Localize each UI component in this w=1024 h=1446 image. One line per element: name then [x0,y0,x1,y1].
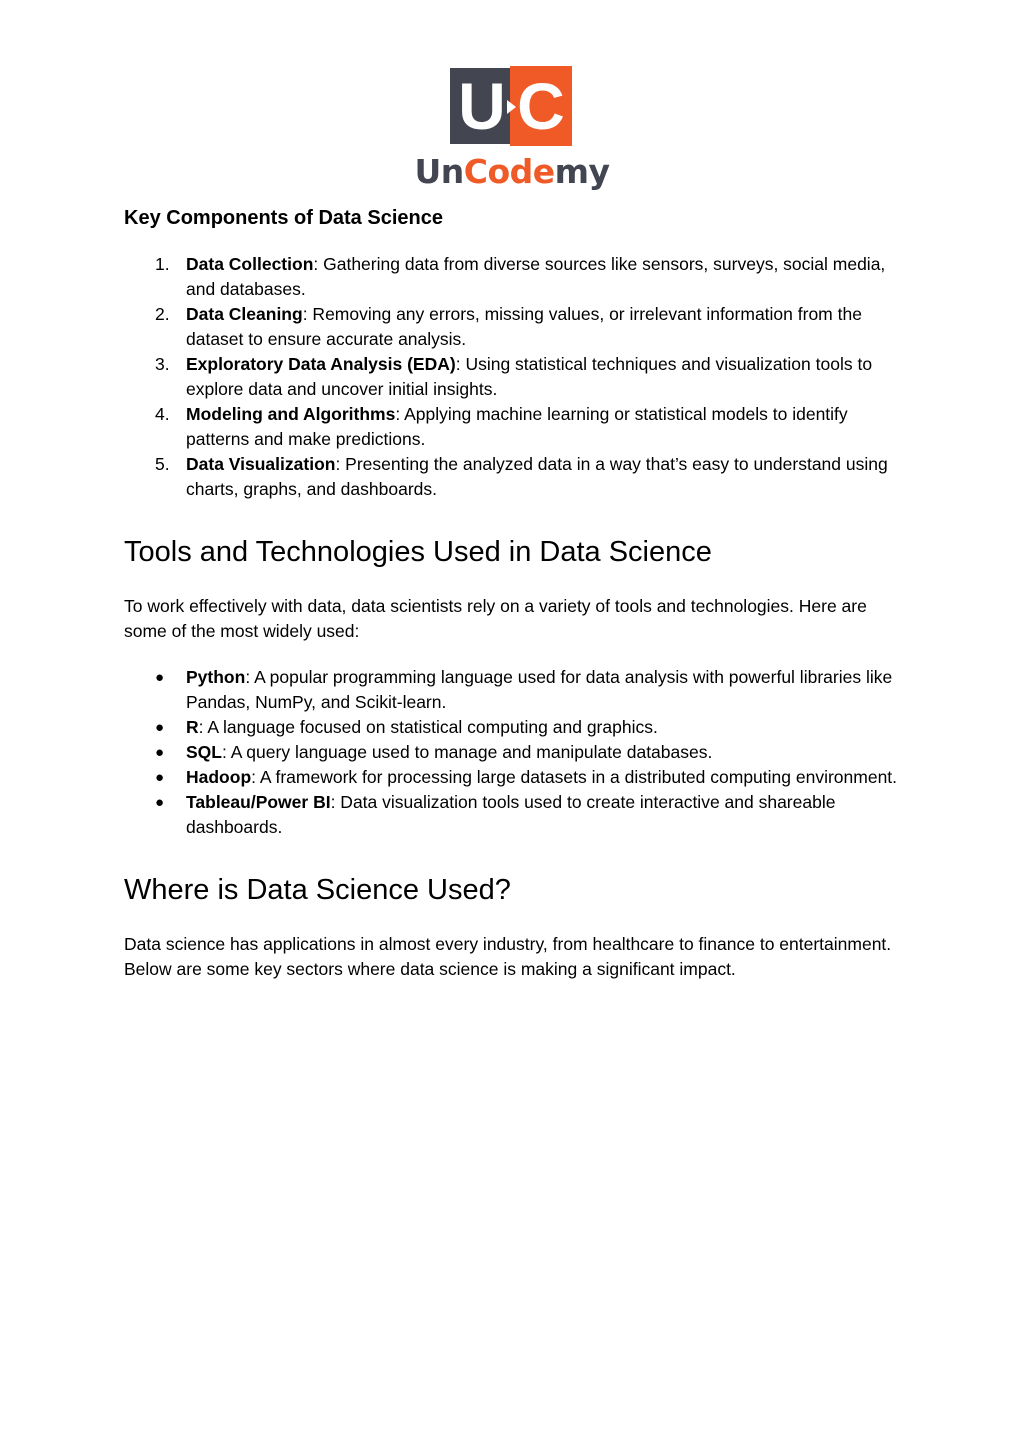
list-number: 5. [155,454,170,474]
uncodemy-logo [412,66,612,194]
list-text: : A language focused on statistical computing and graphics. [198,717,658,737]
list-item [124,715,900,740]
list-item [124,665,900,715]
list-term: Modeling and Algorithms [186,404,396,424]
list-term: Data Cleaning [186,304,303,324]
list-number: 4. [155,404,170,424]
list-text: : A query language used to manage and manipulate databases. [221,742,713,762]
bullet-icon: ● [155,669,165,686]
list-item [124,352,900,402]
bullet-icon: ● [155,769,165,786]
key-components-list [124,252,900,502]
wordmark-part-1: Un [414,152,464,191]
list-item [124,790,900,840]
list-text: : A framework for processing large datasets in a distributed computing environment. [251,767,898,787]
logo-notch-icon [507,100,516,114]
logo-mark-u: U [450,68,514,144]
logo-mark-c: C [510,66,572,146]
list-item [124,302,900,352]
list-text: : Gathering data from diverse sources like sensors, surveys, social media, and databases. [186,254,886,299]
tools-heading: Tools and Technologies Used in Data Science [124,536,712,568]
bullet-icon: ● [155,744,165,761]
key-components-heading: Key Components of Data Science [124,207,443,229]
logo-mark [450,66,574,146]
list-item [124,402,900,452]
bullet-icon: ● [155,794,165,811]
logo-wordmark [412,152,612,192]
list-term: SQL [186,742,222,762]
list-text: : Using statistical techniques and visualization tools to explore data and uncover initial insights. [186,354,873,399]
where-heading: Where is Data Science Used? [124,874,511,906]
list-term: Python [186,667,246,687]
list-text: : Removing any errors, missing values, or irrelevant information from the dataset to ensure accurate analysis. [186,304,862,349]
list-term: Data Collection [186,254,314,274]
bullet-icon: ● [155,719,165,736]
document-body [124,203,900,982]
list-text: : Data visualization tools used to create interactive and shareable dashboards. [186,792,836,837]
where-intro: Data science has applications in almost every industry, from healthcare to finance to entertainment. Below are some key sectors where data science is making a significant impact. [124,934,892,979]
list-number: 3. [155,354,170,374]
list-item [124,452,900,502]
list-item [124,252,900,302]
list-term: Tableau/Power BI [186,792,331,812]
tools-intro: To work effectively with data, data scientists rely on a variety of tools and technologies. Here are some of the most widely used: [124,596,867,641]
list-number: 1. [155,254,170,274]
list-term: Hadoop [186,767,252,787]
list-term: Exploratory Data Analysis (EDA) [186,354,456,374]
list-term: R [186,717,199,737]
list-number: 2. [155,304,170,324]
list-term: Data Visualization [186,454,336,474]
list-text: : A popular programming language used for data analysis with powerful libraries like Pandas, NumPy, and Scikit-learn. [186,667,893,712]
wordmark-part-3: my [554,152,610,191]
tools-list [124,665,900,840]
list-text: : Presenting the analyzed data in a way that’s easy to understand using charts, graphs, and dashboards. [186,454,888,499]
list-item [124,740,900,765]
wordmark-part-2: Code [463,152,555,191]
list-text: : Applying machine learning or statistical models to identify patterns and make predictions. [186,404,848,449]
list-item [124,765,900,790]
